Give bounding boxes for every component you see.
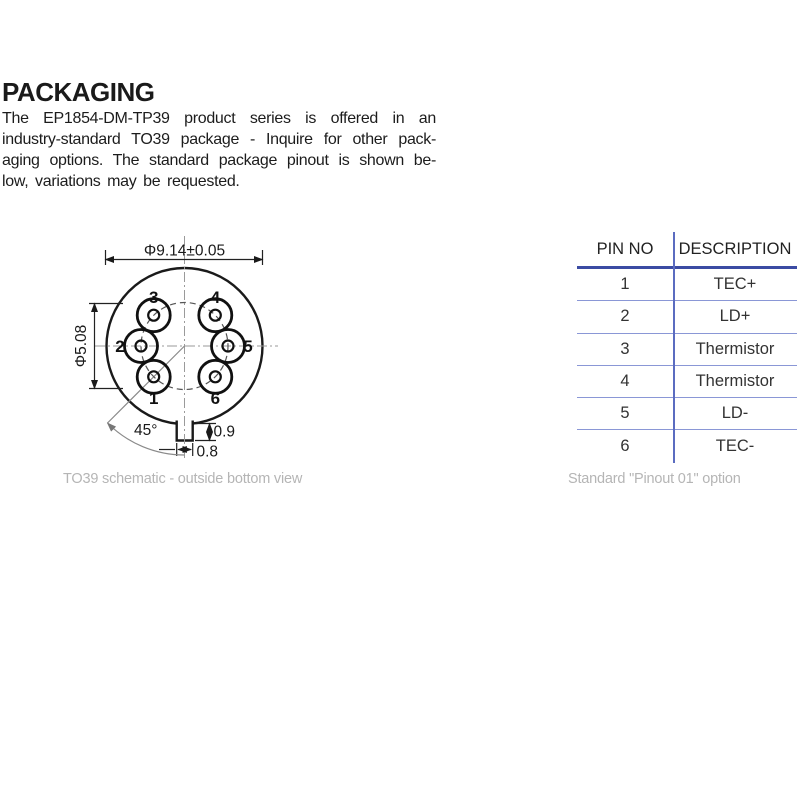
packaging-section [2,78,436,192]
outer-diameter-label: Φ9.14±0.05 [143,242,226,260]
table-column-divider [673,232,675,463]
pin-description-cell: LD- [721,404,749,423]
pin-5-label: 5 [243,337,253,356]
paragraph-line: industry-standard TO39 package - Inquire for other pack- [2,131,436,148]
pin-3-label: 3 [148,288,159,307]
table-row [577,301,797,333]
section-paragraph [2,108,436,192]
pin-description-cell: LD+ [719,307,751,326]
paragraph-line: low, variations may be requested. [2,173,240,190]
pin-description-cell: Thermistor [695,339,775,358]
pin-description-cell: TEC+ [713,275,757,294]
pin-number-cell: 3 [620,339,630,358]
tab-height-label: 0.9 [213,423,236,441]
table-row [577,269,797,301]
paragraph-line: The EP1854-DM-TP39 product series is offered in an [2,110,436,127]
tab-width-label: 0.8 [196,443,219,461]
tab-angle-label: 45° [134,422,158,439]
diagram-caption: TO39 schematic - outside bottom view [63,471,303,487]
pin-number-cell: 4 [620,372,630,391]
pin-number-cell: 2 [620,307,630,326]
tab-width-dimension [159,443,193,456]
pinout-table-header [577,232,797,269]
pinout-table [577,232,797,463]
table-row [577,430,797,462]
pin-4-label: 4 [210,288,221,307]
table-row [577,366,797,398]
column-header-pin-no: PIN NO [596,239,654,258]
pinout-table-body [577,269,797,463]
table-row [577,398,797,430]
pin-description-cell: TEC- [715,437,755,456]
pin-circle-label: Φ5.08 [73,324,90,368]
pin-number-cell: 1 [620,275,630,294]
pin-number-cell: 5 [620,404,630,423]
pin-description-cell: Thermistor [695,372,775,391]
pin-1-label: 1 [148,389,159,408]
to39-schematic-diagram [50,228,300,473]
pin-6-label: 6 [210,389,221,408]
paragraph-line: aging options. The standard package pinout is shown be- [2,152,436,169]
table-caption: Standard "Pinout 01" option [568,471,741,487]
pin-number-cell: 6 [620,437,630,456]
column-header-description: DESCRIPTION [678,239,792,258]
pin-2-label: 2 [115,337,125,356]
index-angle-line [108,346,185,423]
section-title: PACKAGING [2,77,155,107]
table-row [577,334,797,366]
